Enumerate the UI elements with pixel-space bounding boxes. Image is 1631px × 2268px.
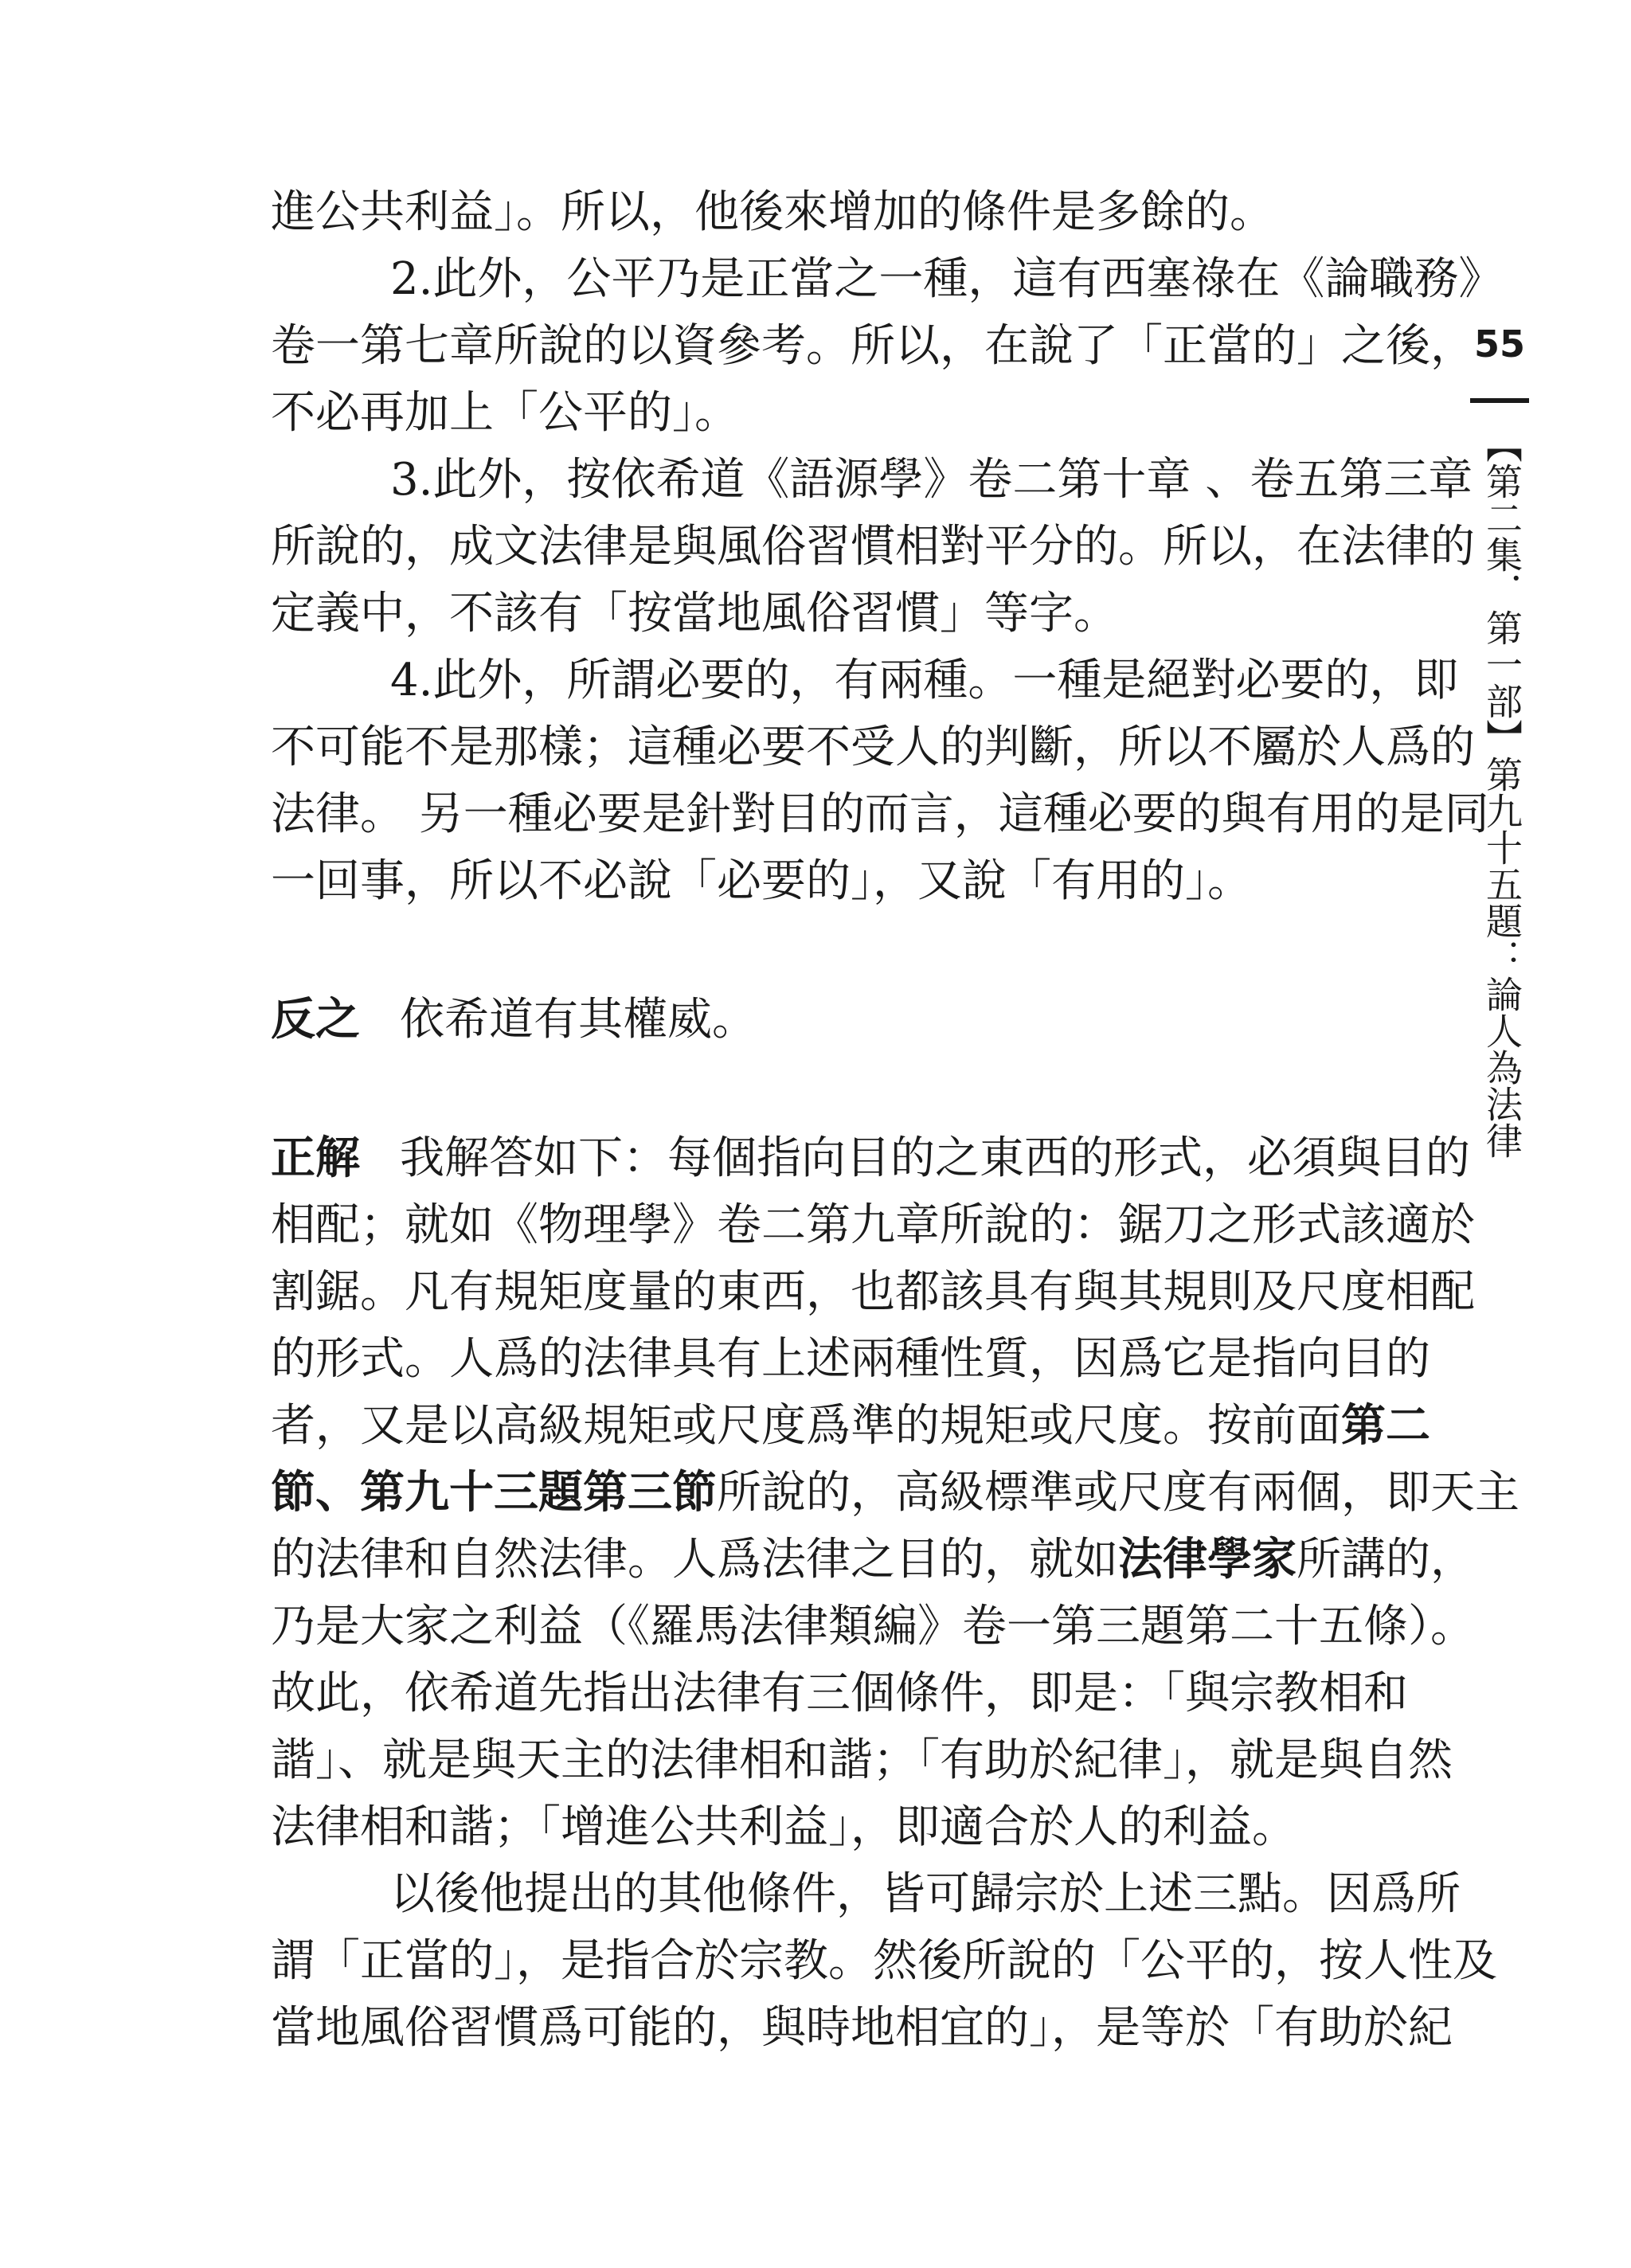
text-line: 法律相和諧；「增進公共利益」，即適合於人的利益。 <box>271 1801 1297 1853</box>
text-span: 所講的， <box>1297 1534 1475 1586</box>
text-line: 不可能不是那樣；這種必要不受人的判斷，所以不屬於人爲的 <box>271 721 1475 773</box>
text-line: 相配；就如《物理學》卷二第九章所說的：鋸刀之形式該適於 <box>271 1199 1475 1251</box>
text-line: 不必再加上「公平的」。 <box>271 387 739 439</box>
text-line: 當地風俗習慣爲可能的，與時地相宜的」，是等於「有助於紀 <box>271 2002 1453 2054</box>
text-line <box>271 1393 1430 1460</box>
page-number: 55 <box>1473 323 1525 366</box>
text-line: 割鋸。凡有規矩度量的東西，也都該具有與其規則及尺度相配 <box>271 1266 1475 1318</box>
paragraph-start-line: 以後他提出的其他條件，皆可歸宗於上述三點。因爲所 <box>390 1868 1461 1920</box>
objection-2-line: 2.此外，公平乃是正當之一種，這有西塞祿在《論職務》 <box>390 253 1504 305</box>
bold-reference: 節、第九十三題第三節 <box>271 1467 717 1519</box>
text-line: 諧」、就是與天主的法律相和諧；「有助於紀律」，就是與自然 <box>271 1734 1453 1786</box>
running-title: 【第二集．第一部】第九十五題：論人為法律 <box>1480 426 1523 1159</box>
bold-term: 法律學家 <box>1118 1534 1297 1586</box>
text-line: 進公共利益」。所以，他後來增加的條件是多餘的。 <box>271 186 1274 238</box>
text-line: 的形式。人爲的法律具有上述兩種性質，因爲它是指向目的 <box>271 1333 1430 1385</box>
text-line: 所說的，成文法律是與風俗習慣相對平分的。所以，在法律的 <box>271 521 1475 573</box>
contra-label: 反之 <box>271 994 360 1046</box>
text-line: 卷一第七章所說的以資參考。所以，在說了「正當的」之後， <box>271 320 1475 372</box>
objection-3-line: 3.此外，按依希道《語源學》卷二第十章 、卷五第三章 <box>390 454 1473 506</box>
margin-rule <box>1470 398 1529 403</box>
text-line: 故此，依希道先指出法律有三個條件，即是：「與宗教相和 <box>271 1668 1408 1719</box>
text-line: 定義中，不該有「按當地風俗習慣」等字。 <box>271 588 1118 639</box>
contra-text: 依希道有其權威。 <box>400 994 757 1046</box>
answer-first-line <box>271 1125 1470 1192</box>
bold-reference: 第二 <box>1341 1400 1430 1452</box>
objection-4-line: 4.此外，所謂必要的，有兩種。一種是絕對必要的，即 <box>390 655 1459 706</box>
text-span: 的法律和自然法律。人爲法律之目的，就如 <box>271 1534 1118 1586</box>
text-span: 者，又是以高級規矩或尺度爲準的規矩或尺度。按前面 <box>271 1400 1341 1452</box>
answer-label: 正解 <box>271 1132 360 1184</box>
text-span: 我解答如下：每個指向目的之東西的形式，必須與目的 <box>400 1132 1470 1184</box>
text-span: 所說的，高級標準或尺度有兩個，即天主 <box>717 1467 1520 1519</box>
text-line: 法律。 另一種必要是針對目的而言，這種必要的與有用的是同 <box>271 788 1489 840</box>
text-line <box>271 1460 1520 1527</box>
text-line: 一回事，所以不必說「必要的」，又說「有用的」。 <box>271 855 1252 907</box>
text-line: 謂「正當的」，是指合於宗教。然後所說的「公平的，按人性及 <box>271 1935 1497 1987</box>
text-line: 乃是大家之利益（《羅馬法律類編》卷一第三題第二十五條）。 <box>271 1601 1475 1652</box>
text-line <box>271 1527 1475 1593</box>
contra-paragraph <box>271 987 1418 1054</box>
